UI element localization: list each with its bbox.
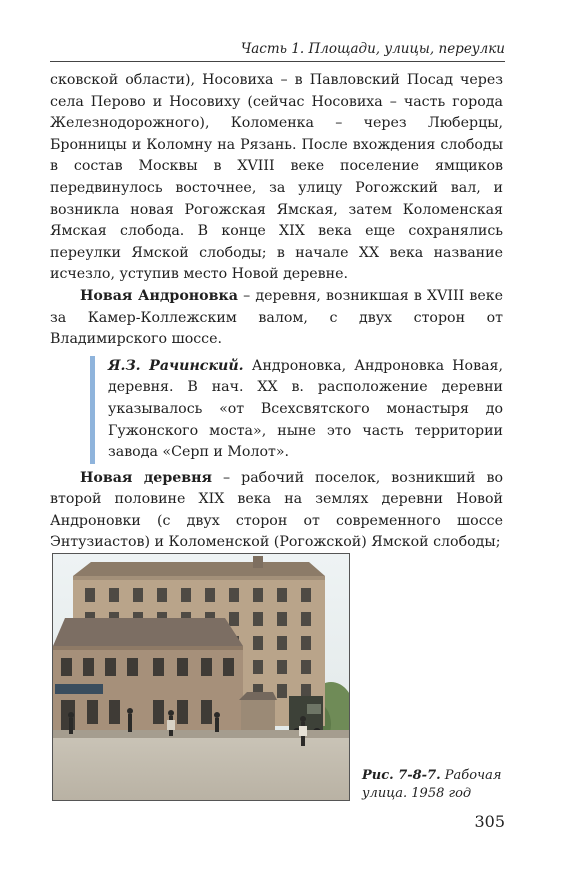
running-head: Часть 1. Площади, улицы, переулки	[240, 41, 505, 57]
quote-block	[90, 356, 503, 464]
quote-text: Андроновка, Андроновка Новая, деревня. В нач. XX в. расположение деревни указывалось «от Всехсвятского монастыря до Гужонского моста», ныне это часть территории завода «Серп и Молот».	[108, 357, 503, 461]
paragraph-continued: сковской области), Носовиха – в Павловский Посад через села Перово и Носовиху (сейчас Носовиха – часть города Железнодорожного), Коломенка – через Люберцы, Бронницы и Коломну на Рязань. После вхождения слободы в состав Москвы в XVIII веке поселение ямщиков передвинулось восточнее, за улицу Рогожский вал, и возникла новая Рогожская Ямская, затем Коломенская Ямская слобода. В конце XIX века еще сохранялись переулки Ямской слободы; в начале XX века название исчезло, уступив место Новой деревне.	[50, 72, 503, 283]
definition-novaya-andronovka: – деревня, возникшая в XVIII веке за Камер-Коллежским валом, с двух сторон от Владимирского шоссе.	[50, 287, 503, 348]
term-novaya-andronovka: Новая Андроновка	[80, 287, 238, 304]
definition-novaya-derevnya: – рабочий поселок, возникший во второй половине XIX века на землях деревни Новой Андроновки (с двух сторон от современного шоссе Энтузиастов) и Коломенской (Рогожской) Ямской слободы;	[50, 469, 503, 551]
quote-author: Я.З. Рачинский.	[108, 357, 244, 374]
term-novaya-derevnya: Новая деревня	[80, 469, 212, 486]
header-rule	[50, 61, 505, 62]
page-number: 305	[474, 812, 505, 831]
figure-number: Рис. 7-8-7.	[362, 768, 441, 783]
body-text	[50, 70, 503, 554]
street-photo	[52, 553, 350, 801]
paragraph-novaya-derevnya	[50, 468, 503, 554]
figure-caption	[362, 767, 512, 803]
paragraph-novaya-andronovka	[50, 286, 503, 351]
figure-caption-text: Рабочая улица. 1958 год	[362, 768, 502, 801]
